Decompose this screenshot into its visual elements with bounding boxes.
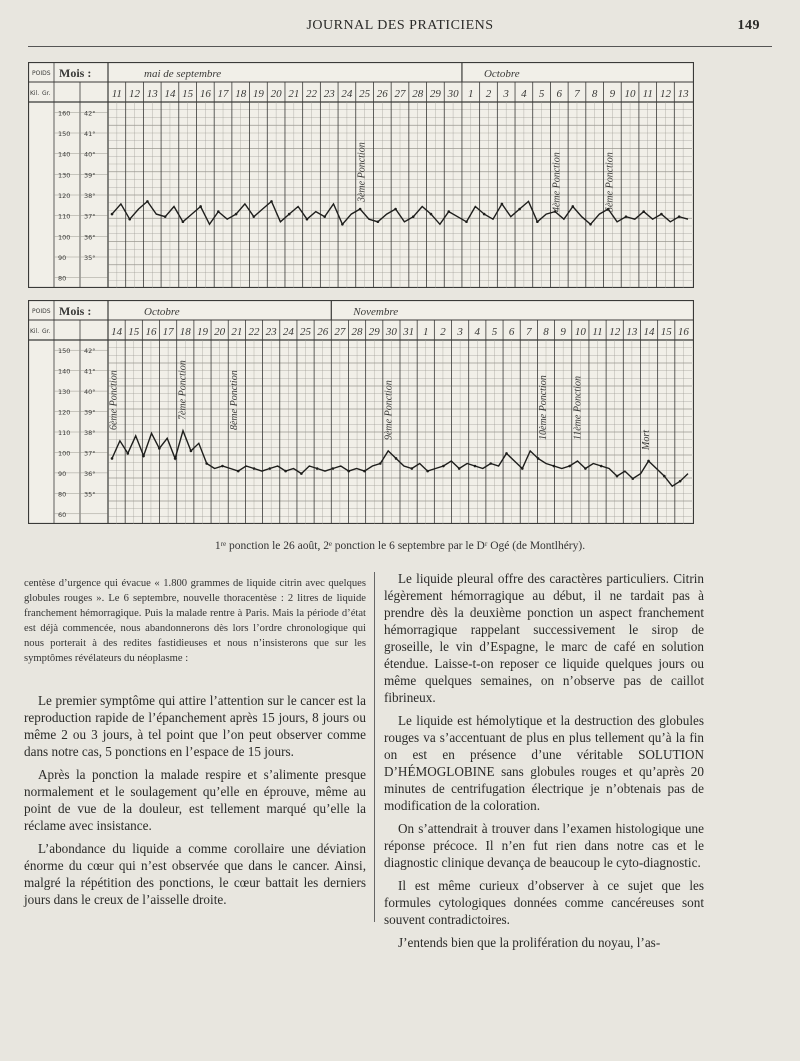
temperature-point: [142, 455, 145, 458]
pulse-scale-label: 130: [58, 171, 71, 180]
pulse-scale-label: 120: [58, 192, 71, 200]
temperature-point: [584, 467, 587, 470]
day-label: 16: [145, 326, 157, 338]
temperature-point: [217, 210, 220, 213]
pulse-scale-label: 90: [58, 469, 67, 478]
day-label: 28: [412, 88, 424, 100]
temperature-point: [146, 200, 149, 203]
temperature-point: [174, 457, 177, 460]
day-label: 1: [423, 326, 429, 338]
temp-scale-label: 35°: [84, 254, 96, 262]
temperature-point: [426, 470, 429, 473]
pulse-scale-label: 150: [58, 347, 71, 356]
gr-label: Gr.: [42, 328, 51, 335]
day-label: 25: [300, 326, 312, 338]
day-label: 11: [592, 326, 603, 338]
month-label: Novembre: [353, 306, 399, 318]
temperature-point: [363, 470, 366, 473]
paragraph: J’entends bien que la prolifération du noyau, l’as-: [398, 935, 661, 950]
day-label: 14: [643, 326, 655, 338]
pulse-scale-label: 110: [58, 212, 71, 221]
pulse-scale-label: 140: [58, 150, 71, 159]
temperature-point: [679, 480, 682, 483]
temperature-point: [288, 213, 291, 216]
temp-scale-label: 37°: [84, 212, 96, 221]
temperature-point: [489, 462, 492, 465]
day-label: 6: [508, 326, 515, 338]
day-label: 7: [526, 326, 532, 338]
day-label: 30: [447, 88, 459, 100]
temperature-point: [625, 215, 628, 218]
day-label: 24: [341, 88, 353, 100]
ponction-annotation: 6ème Ponction: [108, 370, 120, 430]
day-label: 12: [129, 88, 141, 100]
temperature-point: [252, 215, 255, 218]
day-label: 21: [231, 326, 243, 338]
temperature-point: [284, 470, 287, 473]
day-label: 31: [403, 326, 415, 338]
temp-scale-label: 38°: [84, 429, 96, 437]
temp-scale-label: 39°: [84, 171, 96, 180]
temperature-point: [128, 218, 131, 221]
day-label: 15: [660, 326, 672, 338]
day-label: 13: [146, 88, 158, 100]
temperature-point: [430, 213, 433, 216]
temperature-point: [111, 213, 114, 216]
temperature-point: [553, 465, 556, 468]
mois-label: Mois :: [59, 304, 92, 318]
temperature-point: [221, 465, 224, 468]
temperature-point: [111, 457, 114, 460]
page-number: 149: [737, 18, 760, 33]
left-column: [24, 692, 366, 914]
temperature-point: [536, 220, 539, 223]
temperature-point: [190, 450, 193, 453]
day-label: 27: [334, 326, 346, 338]
day-label: 15: [128, 326, 140, 338]
temp-scale-label: 41°: [84, 367, 96, 376]
kil-label: Kil.: [30, 328, 40, 335]
pulse-scale-label: 90: [58, 254, 67, 262]
day-label: 9: [609, 88, 616, 100]
temp-scale-label: 36°: [84, 469, 96, 478]
day-label: 22: [248, 326, 260, 338]
mois-label: Mois :: [59, 66, 92, 80]
temperature-point: [647, 460, 650, 463]
month-label: Octobre: [483, 68, 520, 80]
temp-scale-label: 42°: [84, 109, 96, 118]
pulse-scale-label: 110: [58, 429, 71, 437]
temperature-point: [631, 477, 634, 480]
temperature-point: [600, 465, 603, 468]
temperature-point: [660, 213, 663, 216]
temperature-point: [270, 200, 273, 203]
temperature-point: [616, 475, 619, 478]
day-label: 14: [164, 88, 176, 100]
temperature-point: [589, 223, 592, 226]
pulse-scale-label: 120: [58, 408, 71, 417]
day-label: 26: [376, 88, 388, 100]
right-column: [384, 570, 704, 957]
day-label: 11: [111, 88, 122, 100]
day-label: 2: [485, 88, 492, 100]
temp-scale-label: 42°: [84, 347, 96, 356]
temperature-point: [412, 215, 415, 218]
day-label: 22: [306, 88, 318, 100]
day-label: 13: [677, 88, 689, 100]
temperature-point: [572, 205, 575, 208]
ponction-annotation: 8ème Ponction: [228, 370, 240, 430]
day-label: 4: [474, 326, 481, 338]
day-label: 16: [199, 88, 211, 100]
temperature-point: [465, 220, 468, 223]
temperature-point: [332, 467, 335, 470]
temperature-point: [447, 210, 450, 213]
ponction-annotation: 5ème Ponction: [604, 152, 616, 212]
temp-scale-label: 35°: [84, 490, 96, 499]
day-label: 10: [624, 88, 636, 100]
temperature-point: [394, 208, 397, 211]
temperature-point: [126, 452, 129, 455]
month-label: mai de septembre: [144, 68, 222, 80]
temperature-point: [411, 467, 414, 470]
kil-label: Kil.: [30, 90, 40, 97]
day-label: 30: [385, 326, 397, 338]
day-label: 29: [368, 326, 380, 338]
day-label: 23: [323, 88, 335, 100]
temperature-point: [323, 215, 326, 218]
day-label: 27: [394, 88, 406, 100]
ponction-annotation: 4ème Ponction: [551, 152, 563, 212]
day-label: 3: [503, 88, 509, 100]
column-divider: [374, 572, 375, 922]
ponction-annotation: 9ème Ponction: [383, 380, 395, 440]
day-label: 18: [179, 326, 191, 338]
pulse-scale-label: 80: [58, 490, 67, 499]
temperature-point: [359, 208, 362, 211]
day-label: 20: [270, 88, 282, 100]
temperature-point: [663, 475, 666, 478]
day-label: 20: [214, 326, 226, 338]
temperature-point: [483, 213, 486, 216]
pulse-scale-label: 80: [58, 274, 67, 283]
day-label: 3: [457, 326, 463, 338]
day-label: 1: [468, 88, 474, 100]
day-label: 10: [574, 326, 586, 338]
temperature-point: [474, 465, 477, 468]
temp-scale-label: 41°: [84, 130, 96, 138]
paragraph: Le premier symptôme qui attire l’attention sur le cancer est la reproduction rapide de l’épanchement après 15 jours, 8 jours ou même 2 ou 3 jours, à tel point que l’on peut observer comme dans notre cas, 5 ponctions en l’espace de 15 jours.: [24, 693, 366, 759]
small-print-paragraph: centèse d’urgence qui évacue « 1.800 grammes de liquide citrin avec quelques globules rouges ». Le 6 septembre, nouvelle thoracentèse : 2 litres de liquide franchement hémorragique. Puis la malade rentre à Paris. Mais la période d’état est déjà commencée, nous abandonnerons dès lors l’ordre chronologique qui nous porterait à des redites fastidieuses et nous n’insisterons que sur les symptômes révélateurs du néoplasme :: [24, 578, 366, 664]
day-label: 8: [591, 88, 598, 100]
journal-title: JOURNAL DES PRATICIENS: [306, 18, 494, 33]
pulse-scale-label: 100: [58, 449, 71, 458]
day-label: 8: [543, 326, 549, 338]
temperature-point: [518, 208, 521, 211]
pulse-scale-label: 60: [58, 510, 67, 519]
paragraph: L’abondance du liquide a comme corollaire une déviation énorme du cœur qui n’est observée que dans le cancer. Ainsi, malgré la répétition des ponctions, le cœur battait les derniers jours dans le creux de l’aisselle droite.: [24, 841, 366, 907]
ponction-annotation: 10ème Ponction: [538, 375, 549, 440]
day-label: 13: [626, 326, 638, 338]
day-label: 18: [235, 88, 247, 100]
day-label: 9: [560, 326, 566, 338]
temperature-point: [458, 467, 461, 470]
temperature-point: [379, 462, 382, 465]
temperature-point: [442, 465, 445, 468]
day-label: 17: [217, 88, 229, 100]
day-label: 5: [538, 88, 545, 100]
month-label: Octobre: [144, 306, 180, 318]
day-label: 12: [609, 326, 621, 338]
temperature-point: [521, 467, 524, 470]
temp-scale-label: 40°: [84, 388, 96, 397]
temperature-point: [568, 465, 571, 468]
temperature-point: [205, 462, 208, 465]
temperature-point: [642, 210, 645, 213]
day-label: 14: [111, 326, 123, 338]
temperature-point: [377, 220, 380, 223]
day-label: 2: [440, 326, 446, 338]
day-label: 5: [491, 326, 498, 338]
pulse-scale-label: 140: [58, 367, 71, 376]
poids-label: POIDS: [32, 308, 51, 315]
day-label: 15: [182, 88, 194, 100]
day-label: 16: [677, 326, 689, 338]
day-label: 26: [317, 326, 329, 338]
temperature-chart-1: [28, 62, 694, 288]
figure-caption: 1ʳᵉ ponction le 26 août, 2ᵉ ponction le 6 septembre par le Dʳ Ogé (de Montlhéry).: [214, 540, 586, 552]
day-label: 4: [521, 88, 527, 100]
pulse-scale-label: 160: [58, 109, 71, 118]
temp-scale-label: 40°: [84, 150, 96, 159]
temperature-point: [316, 467, 319, 470]
temperature-point: [164, 215, 167, 218]
temperature-point: [505, 452, 508, 455]
temp-scale-label: 39°: [84, 408, 96, 417]
day-label: 29: [429, 88, 441, 100]
ponction-annotation: Mort: [641, 430, 653, 450]
pulse-scale-label: 150: [58, 130, 71, 138]
day-label: 12: [659, 88, 671, 100]
day-label: 28: [351, 326, 363, 338]
temperature-chart-2: [28, 300, 694, 524]
paragraph: On s’attendrait à trouver dans l’examen histologique une réponse précoce. Il n’en fut rien dans notre cas et le diagnostic clinique devança de beaucoup le cyto-diagnostic.: [384, 821, 704, 870]
temperature-point: [537, 457, 540, 460]
day-label: 19: [196, 326, 208, 338]
day-label: 19: [252, 88, 264, 100]
paragraph: Le liquide pleural offre des caractères particuliers. Citrin légèrement hémorragique au début, il ne tardait pas à prendre dès la deuxième ponction un aspect franchement hémorragique rappelant successivement le sirop de groseille, le vin d’Espagne, le marc de café en solution étendue. Laisse-t-on reposer ce liquide quelques jours ou même quelques semaines, on n’observe pas de caillot fibrineux.: [384, 571, 704, 705]
temperature-point: [300, 472, 303, 475]
day-label: 23: [265, 326, 277, 338]
pulse-scale-label: 130: [58, 388, 71, 397]
running-head: [28, 14, 772, 40]
temperature-point: [395, 457, 398, 460]
temperature-point: [678, 215, 681, 218]
temperature-point: [199, 205, 202, 208]
ponction-annotation: 11ème Ponction: [572, 376, 584, 440]
temp-scale-label: 37°: [84, 449, 96, 458]
ponction-annotation: 3ème Ponction: [356, 142, 368, 202]
temperature-point: [237, 470, 240, 473]
temperature-point: [269, 467, 272, 470]
header-rule: [28, 46, 772, 47]
temperature-point: [235, 213, 238, 216]
day-label: 24: [282, 326, 294, 338]
day-label: 11: [642, 88, 653, 100]
temperature-point: [501, 203, 504, 206]
gr-label: Gr.: [42, 90, 51, 97]
temperature-point: [158, 447, 161, 450]
temp-scale-label: 36°: [84, 233, 96, 242]
day-label: 21: [288, 88, 300, 100]
paragraph: Le liquide est hémolytique et la destruction des globules rouges va s’accentuant de plus en plus tellement qu’à la fin on est en présence d’une véritable SOLUTION D’HÉMOGLOBINE sans globules rouges et qu’après 20 minutes de centrifugation électrique je n’obtenais pas de modification de la coloration.: [384, 713, 704, 813]
poids-label: POIDS: [32, 70, 51, 77]
pulse-scale-label: 100: [58, 233, 71, 242]
case-history-text: [24, 576, 366, 672]
day-label: 7: [574, 88, 580, 100]
temp-scale-label: 38°: [84, 192, 96, 200]
paragraph: Après la ponction la malade respire et s’alimente presque normalement et le soulagement qu’elle en éprouve, même au point de vue de la douleur, est tellement marqué qu’elle la réclame avec insistance.: [24, 767, 366, 833]
day-label: 25: [359, 88, 371, 100]
paragraph: Il est même curieux d’observer à ce sujet que les formules cytologiques données comme cancéreuses sont souvent contradictoires.: [384, 878, 704, 927]
temperature-point: [306, 218, 309, 221]
temperature-point: [253, 467, 256, 470]
ponction-annotation: 7ème Ponction: [177, 360, 189, 420]
temperature-point: [347, 470, 350, 473]
day-label: 6: [556, 88, 563, 100]
day-label: 17: [162, 326, 174, 338]
temperature-point: [182, 220, 185, 223]
temperature-point: [341, 223, 344, 226]
